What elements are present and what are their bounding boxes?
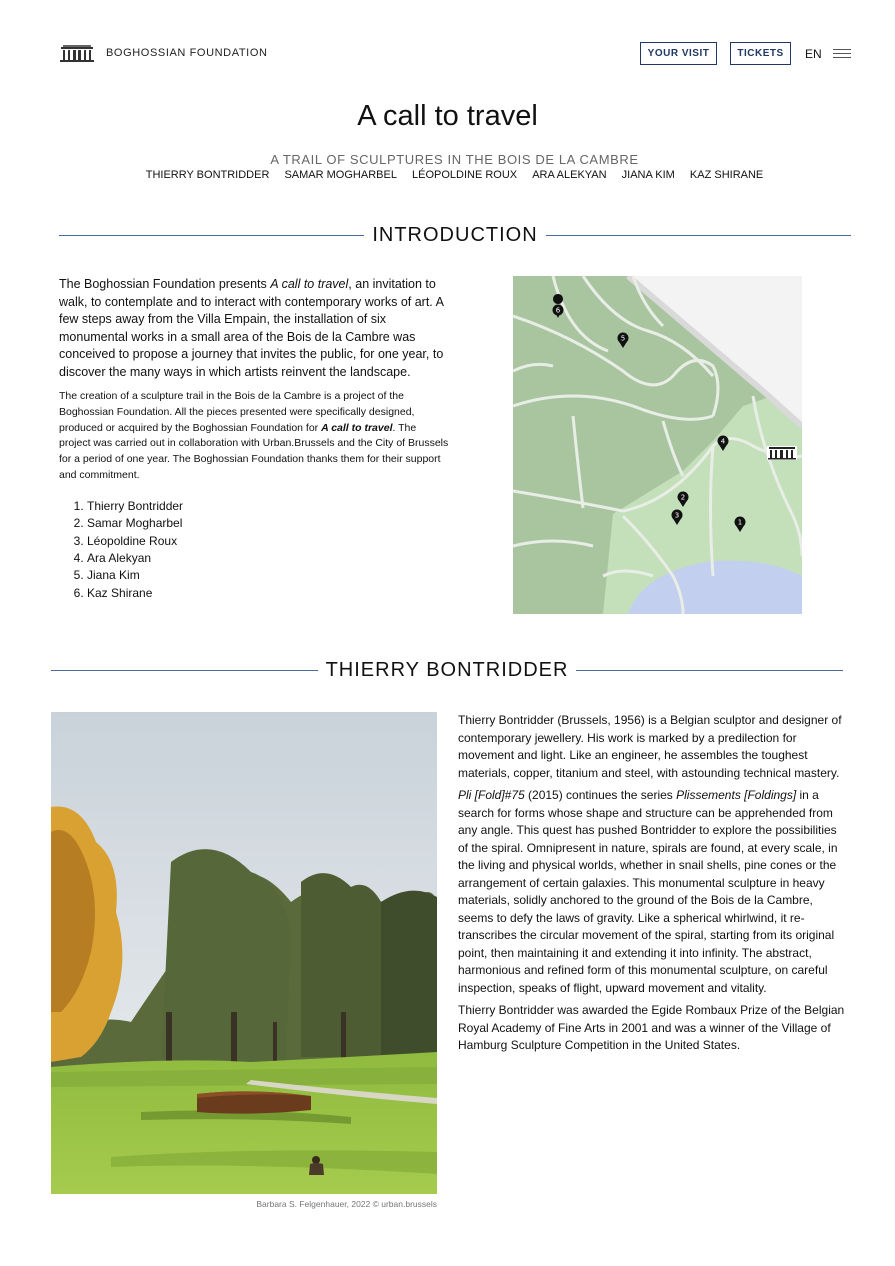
artist-nav <box>0 169 895 181</box>
svg-text:1: 1 <box>737 518 743 527</box>
list-item: 5. Jiana Kim <box>87 567 449 584</box>
page-title: A call to travel <box>357 100 538 132</box>
svg-text:6: 6 <box>555 306 561 315</box>
section-title: INTRODUCTION <box>372 224 538 246</box>
introduction-heading <box>59 224 851 247</box>
list-item: 2. Samar Mogharbel <box>87 515 449 532</box>
park-scene-image <box>51 712 437 1194</box>
intro-paragraph-1: The Boghossian Foundation presents A call to travel, an invitation to walk, to contemplate and to interact with contemporary works of art. A few steps away from the Villa Empain, the installation of six monumental works in a small area of the Bois de la Cambre was conceived to propose a journey that invites the public, for one year, to discover the many ways in which artists reinvent the landscape. <box>59 277 444 379</box>
artist-link-alekyan[interactable]: ARA ALEKYAN <box>532 169 607 181</box>
bio-paragraph-2: Pli [Fold]#75 (2015) continues the series Plissements [Foldings] in a search for forms whose shape and structure can be apprehended from any angle. This quest has pushed Bontridder to explore the possibilities of the spiral. Omnipresent in nature, spirals are found, at every scale, in the living and physical worlds, whether in snail shells, pine cones or the arrangement of certain galaxies. This monumental sculpture in heavy materials, solidly anchored to the ground of the Bois de la Cambre, seems to defy the laws of gravity. Like a spherical whirlwind, it re-transcribes the circular movement of the spiral, starting from its original point, then maintaining it and extending it into infinity. The abstract, harmonious and refined form of this monumental sculpture, on careful inspection, speaks of flight, upward movement and vitality. <box>458 788 838 995</box>
artist-link-kim[interactable]: JIANA KIM <box>621 169 675 181</box>
bio-paragraph-1: Thierry Bontridder (Brussels, 1956) is a Belgian sculptor and designer of contemporary jewellery. His work is marked by a predilection for movement and light. Like an engineer, he assembles the toughest materials, copper, titanium and steel, with astounding technical mastery. <box>458 713 842 780</box>
divider-line <box>576 670 843 671</box>
divider-line <box>59 235 364 236</box>
list-item: 3. Léopoldine Roux <box>87 533 449 550</box>
site-header <box>0 0 895 100</box>
your-visit-button[interactable]: YOUR VISIT <box>640 42 717 65</box>
language-selector[interactable]: EN <box>805 47 822 61</box>
foundation-logo-icon[interactable] <box>59 44 95 62</box>
bio-paragraph-3: Thierry Bontridder was awarded the Egide Rombaux Prize of the Belgian Royal Academy of Fine Arts in 2001 and was a winner of the Village of Hamburg Sculpture Competition in the United States. <box>458 1003 845 1052</box>
hamburger-menu-icon[interactable] <box>833 49 851 60</box>
list-item: 4. Ara Alekyan <box>87 550 449 567</box>
sculpture-trail-map[interactable] <box>513 276 802 614</box>
divider-line <box>546 235 851 236</box>
artist-link-roux[interactable]: LÉOPOLDINE ROUX <box>412 169 518 181</box>
divider-line <box>51 670 318 671</box>
artist-bio <box>458 712 848 1060</box>
svg-text:3: 3 <box>674 511 680 520</box>
section-title: THIERRY BONTRIDDER <box>325 659 569 681</box>
brand-name[interactable]: BOGHOSSIAN FOUNDATION <box>106 47 268 59</box>
map-graphic <box>513 276 802 614</box>
photo-caption: Barbara S. Felgenhauer, 2022 © urban.brussels <box>256 1199 437 1209</box>
tickets-button[interactable]: TICKETS <box>730 42 791 65</box>
intro-paragraph-2: The creation of a sculpture trail in the Bois de la Cambre is a project of the Boghossian Foundation. All the pieces presented were specifically designed, produced or acquired by the Boghossian Foundation for A call to travel. The project was carried out in collaboration with Urban.Brussels and the City of Brussels for a period of one year. The Boghossian Foundation thanks them for their support and commitment. <box>59 390 449 481</box>
thierry-bontridder-heading <box>51 659 843 682</box>
artist-link-shirane[interactable]: KAZ SHIRANE <box>689 169 764 181</box>
list-item: 1. Thierry Bontridder <box>87 498 449 515</box>
list-item: 6. Kaz Shirane <box>87 585 449 602</box>
artist-link-bontridder[interactable]: THIERRY BONTRIDDER <box>145 169 270 181</box>
svg-text:5: 5 <box>620 334 626 343</box>
introduction-text <box>59 276 449 602</box>
artist-list <box>87 498 449 602</box>
page-subtitle: A TRAIL OF SCULPTURES IN THE BOIS DE LA CAMBRE <box>270 152 639 167</box>
villa-empain-icon <box>767 446 797 460</box>
sculpture-photo <box>51 712 437 1194</box>
svg-text:4: 4 <box>720 437 726 446</box>
svg-text:2: 2 <box>680 493 686 502</box>
artist-link-mogharbel[interactable]: SAMAR MOGHARBEL <box>284 169 397 181</box>
